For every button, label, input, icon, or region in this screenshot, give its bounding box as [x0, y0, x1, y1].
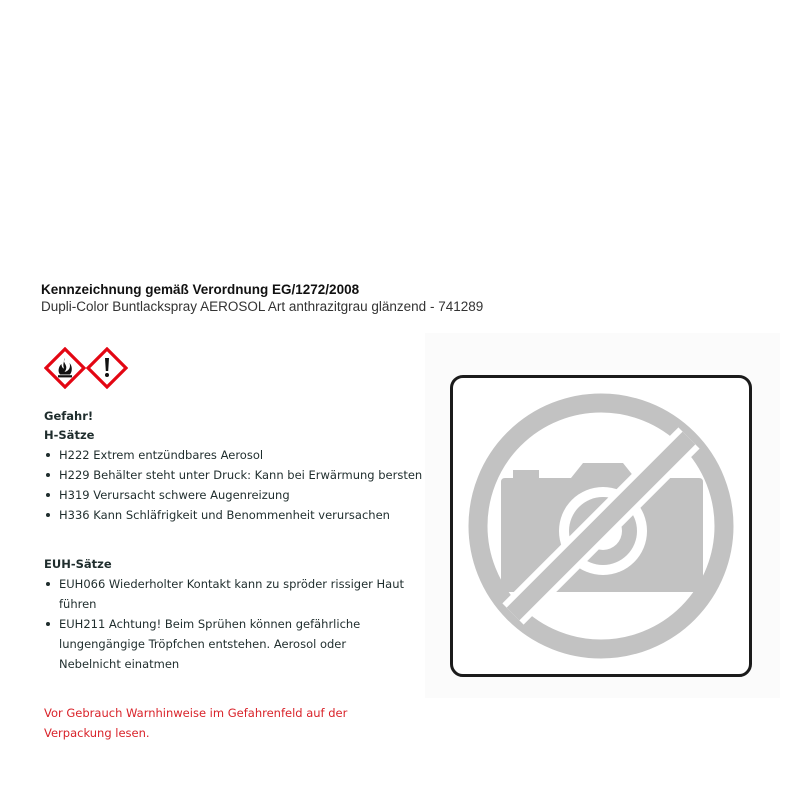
h-statements-list: [44, 445, 422, 525]
euh-statements-list: [44, 574, 409, 674]
list-item: EUH066 Wiederholter Kontakt kann zu spröder rissiger Haut führen: [44, 574, 409, 614]
euh-statements-heading: EUH-Sätze: [44, 557, 112, 571]
hazard-section: [44, 407, 422, 525]
product-name: Dupli-Color Buntlackspray AEROSOL Art anthrazitgrau glänzend - 741289: [41, 299, 484, 314]
packaging-warning: Vor Gebrauch Warnhinweise im Gefahrenfeld auf der Verpackung lesen.: [44, 706, 348, 740]
list-item: EUH211 Achtung! Beim Sprühen können gefährliche lungengängige Tröpfchen entstehen. Aerosol oder Nebelnicht einatmen: [44, 614, 409, 674]
ghs-exclamation-icon: [86, 347, 128, 389]
list-item: H229 Behälter steht unter Druck: Kann bei Erwärmung bersten: [44, 465, 422, 485]
no-photo-icon: [453, 378, 749, 674]
list-item: H222 Extrem entzündbares Aerosol: [44, 445, 422, 465]
ghs-pictograms: [44, 347, 128, 389]
list-item: H319 Verursacht schwere Augenreizung: [44, 485, 422, 505]
page-title: Kennzeichnung gemäß Verordnung EG/1272/2008: [41, 282, 360, 297]
list-item: H336 Kann Schläfrigkeit und Benommenheit verursachen: [44, 505, 422, 525]
image-frame: [450, 375, 752, 677]
signal-word: Gefahr!: [44, 409, 94, 423]
euh-section: [44, 554, 409, 674]
label-header: [41, 282, 483, 315]
h-statements-heading: H-Sätze: [44, 428, 95, 442]
ghs-flame-icon: [44, 347, 86, 389]
